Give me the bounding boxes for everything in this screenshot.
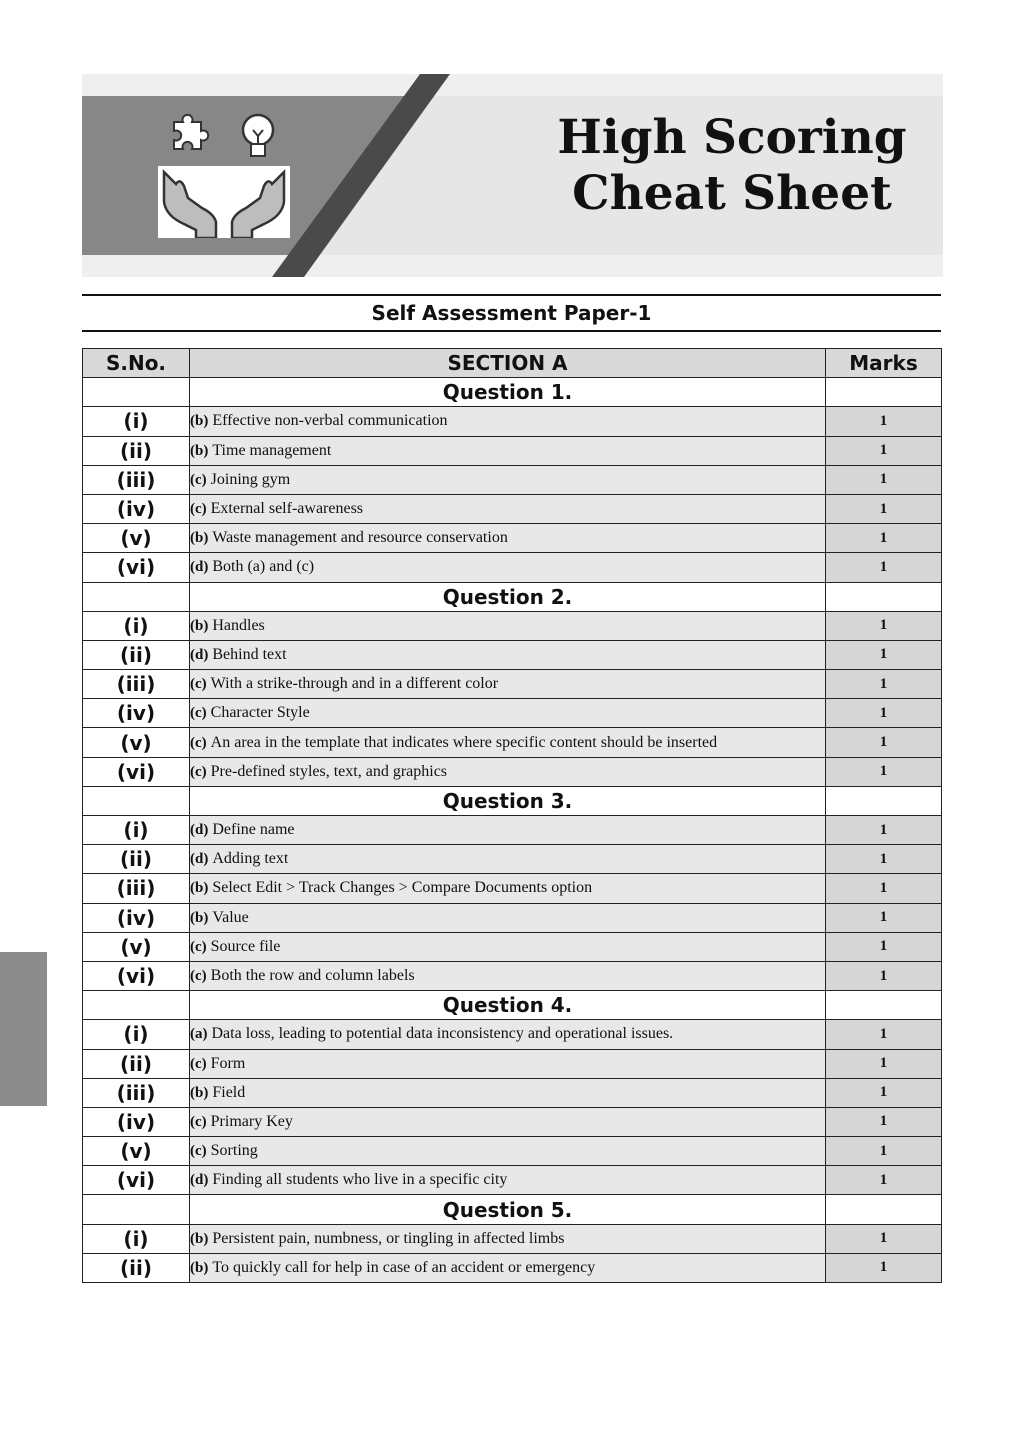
marks-value: 1	[826, 494, 942, 523]
table-row	[83, 961, 942, 990]
answer-option: (d)	[190, 559, 209, 576]
answer-cell	[190, 407, 826, 436]
marks-value: 1	[826, 728, 942, 757]
answer-text: Field	[212, 1083, 246, 1101]
serial-number: (ii)	[83, 640, 190, 669]
answer-option: (b)	[190, 530, 209, 547]
title-line-1: High Scoring	[557, 110, 907, 165]
table-row	[83, 1166, 942, 1195]
answer-option: (b)	[190, 1259, 209, 1276]
serial-number: (ii)	[83, 1253, 190, 1282]
answer-text: Time management	[212, 441, 332, 459]
answer-cell	[190, 1137, 826, 1166]
serial-number: (iii)	[83, 1078, 190, 1107]
table-row	[83, 1049, 942, 1078]
question-title-row	[83, 582, 942, 611]
serial-number: (vi)	[83, 553, 190, 582]
answer-text: Form	[210, 1054, 246, 1072]
answer-option: (b)	[190, 413, 209, 430]
answer-option: (b)	[190, 909, 209, 926]
answer-table-body	[83, 378, 942, 1283]
answer-cell	[190, 845, 826, 874]
top-rule	[82, 294, 941, 296]
side-tab	[0, 952, 47, 1106]
answer-option: (b)	[190, 1084, 209, 1101]
answer-option: (a)	[190, 1026, 208, 1043]
answer-text: Adding text	[212, 850, 289, 868]
answer-cell	[190, 611, 826, 640]
marks-value: 1	[826, 553, 942, 582]
answer-cell	[190, 1049, 826, 1078]
table-row	[83, 640, 942, 669]
marks-value: 1	[826, 874, 942, 903]
serial-number: (i)	[83, 611, 190, 640]
marks-value: 1	[826, 670, 942, 699]
table-row	[83, 524, 942, 553]
title-line-2: Cheat Sheet	[572, 166, 892, 221]
serial-number: (iii)	[83, 670, 190, 699]
serial-number: (i)	[83, 1224, 190, 1253]
empty-cell	[826, 378, 942, 407]
table-row	[83, 932, 942, 961]
answer-cell	[190, 728, 826, 757]
answer-text: Waste management and resource conservation	[212, 529, 508, 547]
marks-value: 1	[826, 961, 942, 990]
table-row	[83, 553, 942, 582]
serial-number: (iv)	[83, 1107, 190, 1136]
answer-cell	[190, 816, 826, 845]
answer-text: Source file	[210, 937, 281, 955]
answer-cell	[190, 1107, 826, 1136]
question-title: Question 3.	[190, 786, 826, 815]
answer-text: To quickly call for help in case of an accident or emergency	[212, 1258, 596, 1276]
page-title	[522, 110, 942, 222]
marks-value: 1	[826, 757, 942, 786]
marks-value: 1	[826, 1137, 942, 1166]
answer-option: (c)	[190, 1055, 207, 1072]
question-title-row	[83, 991, 942, 1020]
answer-text: Value	[212, 908, 249, 926]
table-row	[83, 465, 942, 494]
marks-value: 1	[826, 436, 942, 465]
answer-text: Define name	[212, 821, 295, 839]
empty-cell	[826, 991, 942, 1020]
marks-value: 1	[826, 845, 942, 874]
marks-value: 1	[826, 640, 942, 669]
empty-cell	[83, 991, 190, 1020]
answer-cell	[190, 1020, 826, 1049]
table-row	[83, 1107, 942, 1136]
answer-option: (c)	[190, 471, 207, 488]
question-title: Question 1.	[190, 378, 826, 407]
marks-value: 1	[826, 407, 942, 436]
table-row	[83, 407, 942, 436]
table-row	[83, 1137, 942, 1166]
answer-text: Both (a) and (c)	[212, 558, 315, 576]
empty-cell	[83, 582, 190, 611]
answer-cell	[190, 1224, 826, 1253]
marks-value: 1	[826, 1107, 942, 1136]
table-row	[83, 816, 942, 845]
answer-option: (c)	[190, 501, 207, 518]
marks-value: 1	[826, 1253, 942, 1282]
serial-number: (iv)	[83, 903, 190, 932]
answer-option: (c)	[190, 938, 207, 955]
table-row	[83, 903, 942, 932]
answer-text: External self-awareness	[210, 500, 364, 518]
answer-option: (d)	[190, 646, 209, 663]
marks-value: 1	[826, 932, 942, 961]
answer-cell	[190, 524, 826, 553]
answer-cell	[190, 1253, 826, 1282]
marks-value: 1	[826, 1049, 942, 1078]
serial-number: (vi)	[83, 961, 190, 990]
marks-value: 1	[826, 1020, 942, 1049]
header-marks: Marks	[826, 349, 942, 378]
table-row	[83, 757, 942, 786]
answer-cell	[190, 961, 826, 990]
marks-value: 1	[826, 816, 942, 845]
table-row	[83, 1224, 942, 1253]
answer-option: (d)	[190, 822, 209, 839]
header-banner	[82, 74, 943, 277]
answer-text: Pre-defined styles, text, and graphics	[210, 762, 448, 780]
serial-number: (vi)	[83, 757, 190, 786]
marks-value: 1	[826, 1224, 942, 1253]
question-title-row	[83, 378, 942, 407]
answer-cell	[190, 494, 826, 523]
serial-number: (v)	[83, 1137, 190, 1166]
answer-option: (c)	[190, 676, 207, 693]
answer-cell	[190, 670, 826, 699]
answer-cell	[190, 640, 826, 669]
serial-number: (i)	[83, 816, 190, 845]
table-row	[83, 699, 942, 728]
marks-value: 1	[826, 465, 942, 494]
answer-cell	[190, 874, 826, 903]
answer-cell	[190, 436, 826, 465]
empty-cell	[826, 582, 942, 611]
answer-option: (c)	[190, 1143, 207, 1160]
serial-number: (v)	[83, 524, 190, 553]
table-row	[83, 845, 942, 874]
answer-cell	[190, 1078, 826, 1107]
serial-number: (vi)	[83, 1166, 190, 1195]
question-title-row	[83, 1195, 942, 1224]
puzzle-lightbulb-hands-icon	[158, 108, 290, 238]
answer-option: (c)	[190, 763, 207, 780]
table-row	[83, 494, 942, 523]
empty-cell	[83, 786, 190, 815]
answer-table	[82, 348, 942, 1283]
answer-option: (b)	[190, 617, 209, 634]
marks-value: 1	[826, 903, 942, 932]
serial-number: (ii)	[83, 436, 190, 465]
answer-text: An area in the template that indicates where specific content should be inserted	[210, 733, 718, 751]
answer-text: Persistent pain, numbness, or tingling in affected limbs	[212, 1229, 565, 1247]
answer-text: Behind text	[212, 645, 287, 663]
bottom-rule	[82, 330, 941, 332]
answer-text: Both the row and column labels	[210, 967, 415, 985]
table-row	[83, 670, 942, 699]
serial-number: (i)	[83, 1020, 190, 1049]
answer-text: Handles	[212, 616, 265, 634]
answer-cell	[190, 553, 826, 582]
marks-value: 1	[826, 1166, 942, 1195]
paper-title: Self Assessment Paper-1	[371, 301, 652, 325]
table-row	[83, 611, 942, 640]
serial-number: (v)	[83, 932, 190, 961]
table-header-row	[83, 349, 942, 378]
marks-value: 1	[826, 524, 942, 553]
question-title-row	[83, 786, 942, 815]
header-section: SECTION A	[190, 349, 826, 378]
answer-text: Primary Key	[210, 1112, 293, 1130]
serial-number: (iii)	[83, 874, 190, 903]
table-row	[83, 436, 942, 465]
answer-option: (c)	[190, 1113, 207, 1130]
answer-text: Joining gym	[210, 470, 291, 488]
answer-option: (b)	[190, 442, 209, 459]
answer-text: Data loss, leading to potential data inconsistency and operational issues.	[211, 1025, 674, 1043]
empty-cell	[826, 1195, 942, 1224]
question-title: Question 2.	[190, 582, 826, 611]
serial-number: (iv)	[83, 699, 190, 728]
answer-text: Character Style	[210, 704, 310, 722]
empty-cell	[826, 786, 942, 815]
answer-option: (c)	[190, 705, 207, 722]
serial-number: (ii)	[83, 1049, 190, 1078]
marks-value: 1	[826, 1078, 942, 1107]
answer-cell	[190, 1166, 826, 1195]
answer-cell	[190, 757, 826, 786]
question-title: Question 4.	[190, 991, 826, 1020]
answer-cell	[190, 903, 826, 932]
table-row	[83, 874, 942, 903]
answer-text: Select Edit > Track Changes > Compare Documents option	[212, 879, 593, 897]
empty-cell	[83, 378, 190, 407]
answer-cell	[190, 465, 826, 494]
answer-text: Finding all students who live in a specific city	[212, 1171, 508, 1189]
serial-number: (ii)	[83, 845, 190, 874]
marks-value: 1	[826, 699, 942, 728]
table-row	[83, 1020, 942, 1049]
table-row	[83, 1078, 942, 1107]
empty-cell	[83, 1195, 190, 1224]
answer-option: (d)	[190, 1172, 209, 1189]
serial-number: (iii)	[83, 465, 190, 494]
marks-value: 1	[826, 611, 942, 640]
header-sno: S.No.	[83, 349, 190, 378]
answer-cell	[190, 699, 826, 728]
answer-option: (b)	[190, 1230, 209, 1247]
question-title: Question 5.	[190, 1195, 826, 1224]
answer-option: (b)	[190, 880, 209, 897]
serial-number: (i)	[83, 407, 190, 436]
answer-option: (c)	[190, 968, 207, 985]
answer-text: Effective non-verbal communication	[212, 412, 448, 430]
answer-option: (d)	[190, 851, 209, 868]
answer-option: (c)	[190, 734, 207, 751]
serial-number: (v)	[83, 728, 190, 757]
table-row	[83, 728, 942, 757]
table-row	[83, 1253, 942, 1282]
answer-cell	[190, 932, 826, 961]
serial-number: (iv)	[83, 494, 190, 523]
answer-text: With a strike-through and in a different color	[210, 675, 499, 693]
answer-text: Sorting	[210, 1142, 258, 1160]
